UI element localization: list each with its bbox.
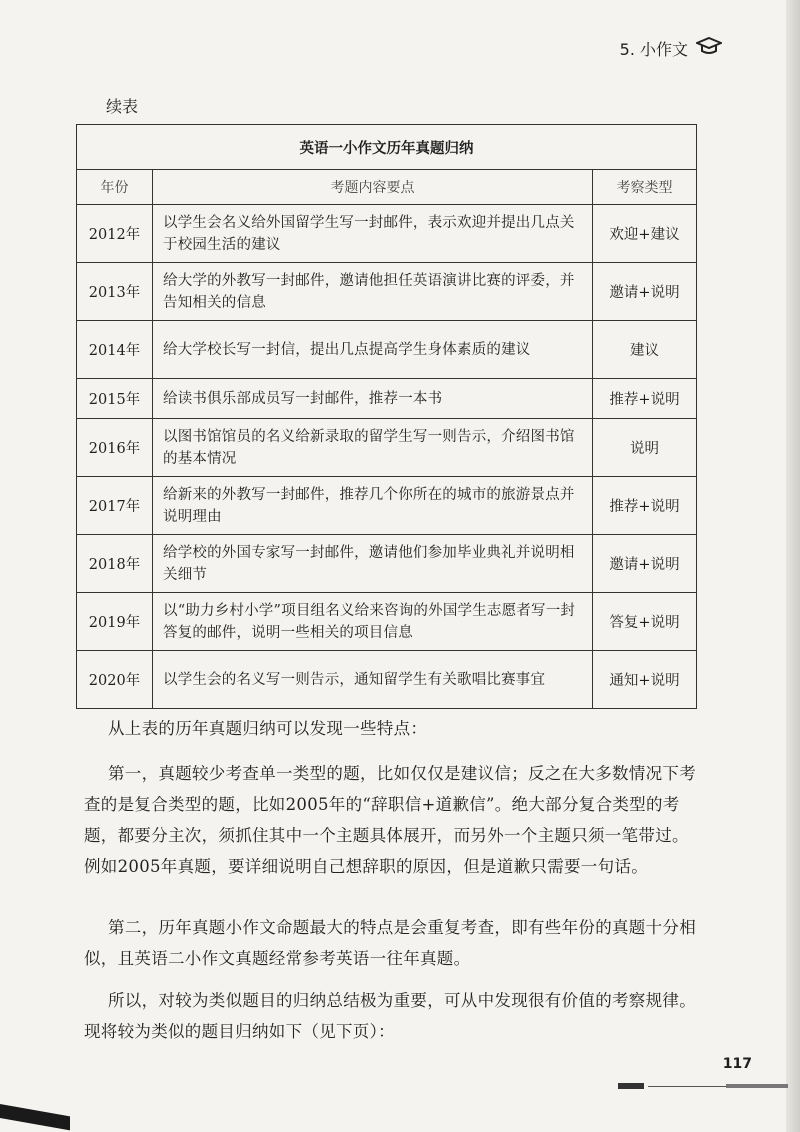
table-row	[77, 651, 697, 709]
paragraph-intro: 从上表的历年真题归纳可以发现一些特点：	[108, 719, 428, 738]
row-content: 以图书馆馆员的名义给新录取的留学生写一则告示，介绍图书馆的基本情况	[153, 419, 593, 477]
row-type: 欢迎+建议	[593, 205, 697, 263]
row-type: 说明	[593, 419, 697, 477]
column-header-type: 考察类型	[593, 170, 697, 205]
table-row	[77, 593, 697, 651]
exam-summary-table	[76, 124, 697, 709]
row-year: 2015年	[77, 379, 153, 419]
row-content: 给学校的外国专家写一封邮件，邀请他们参加毕业典礼并说明相关细节	[153, 535, 593, 593]
table-row	[77, 477, 697, 535]
row-type: 邀请+说明	[593, 263, 697, 321]
row-year: 2020年	[77, 651, 153, 709]
paragraph-first-point: 第一，真题较少考查单一类型的题，比如仅仅是建议信；反之在大多数情况下考查的是复合类型的题，比如2005年的“辞职信+道歉信”。绝大部分复合类型的考题，都要分主次，须抓住其中一个主题具体展开，而另外一个主题只须一笔带过。例如2005年真题，要详细说明自己想辞职的原因，但是道歉只需要一句话。	[84, 764, 696, 876]
continued-label: 续表	[106, 97, 139, 116]
column-header-content: 考题内容要点	[153, 170, 593, 205]
row-content: 以“助力乡村小学”项目组名义给来咨询的外国学生志愿者写一封答复的邮件，说明一些相关的项目信息	[153, 593, 593, 651]
footer-line	[648, 1086, 726, 1087]
row-year: 2018年	[77, 535, 153, 593]
table-row	[77, 535, 697, 593]
row-type: 推荐+说明	[593, 379, 697, 419]
table-row	[77, 321, 697, 379]
table-body	[77, 205, 697, 709]
row-content: 给新来的外教写一封邮件，推荐几个你所在的城市的旅游景点并说明理由	[153, 477, 593, 535]
table-row	[77, 419, 697, 477]
row-year: 2014年	[77, 321, 153, 379]
graduation-cap-icon	[696, 36, 722, 60]
row-content: 给读书俱乐部成员写一封邮件，推荐一本书	[153, 379, 593, 419]
footer-strip	[726, 1084, 788, 1088]
table-title: 英语一小作文历年真题归纳	[77, 125, 697, 170]
page-number: 117	[722, 1056, 752, 1072]
row-content: 以学生会的名义写一则告示，通知留学生有关歌唱比赛事宜	[153, 651, 593, 709]
table-row	[77, 263, 697, 321]
table-header-row	[77, 170, 697, 205]
row-content: 以学生会名义给外国留学生写一封邮件，表示欢迎并提出几点关于校园生活的建议	[153, 205, 593, 263]
footer-rule	[618, 1083, 788, 1089]
table-row	[77, 205, 697, 263]
row-type: 邀请+说明	[593, 535, 697, 593]
row-content: 给大学校长写一封信，提出几点提高学生身体素质的建议	[153, 321, 593, 379]
row-type: 通知+说明	[593, 651, 697, 709]
chapter-title: 5. 小作文	[619, 39, 688, 59]
row-content: 给大学的外教写一封邮件，邀请他担任英语演讲比赛的评委，并告知相关的信息	[153, 263, 593, 321]
table-row	[77, 379, 697, 419]
row-year: 2017年	[77, 477, 153, 535]
row-year: 2013年	[77, 263, 153, 321]
column-header-year: 年份	[77, 170, 153, 205]
page-edge	[786, 0, 800, 1132]
row-year: 2012年	[77, 205, 153, 263]
row-type: 推荐+说明	[593, 477, 697, 535]
footer-bar-mark	[618, 1083, 644, 1089]
running-header	[620, 36, 722, 60]
scan-corner-mark	[0, 1104, 70, 1130]
paragraph-conclusion: 所以，对较为类似题目的归纳总结极为重要，可从中发现很有价值的考察规律。现将较为类似的题目归纳如下（见下页）：	[84, 991, 696, 1041]
row-year: 2019年	[77, 593, 153, 651]
row-type: 答复+说明	[593, 593, 697, 651]
row-type: 建议	[593, 321, 697, 379]
row-year: 2016年	[77, 419, 153, 477]
paragraph-second-point: 第二，历年真题小作文命题最大的特点是会重复考查，即有些年份的真题十分相似，且英语二小作文真题经常参考英语一往年真题。	[84, 918, 696, 968]
